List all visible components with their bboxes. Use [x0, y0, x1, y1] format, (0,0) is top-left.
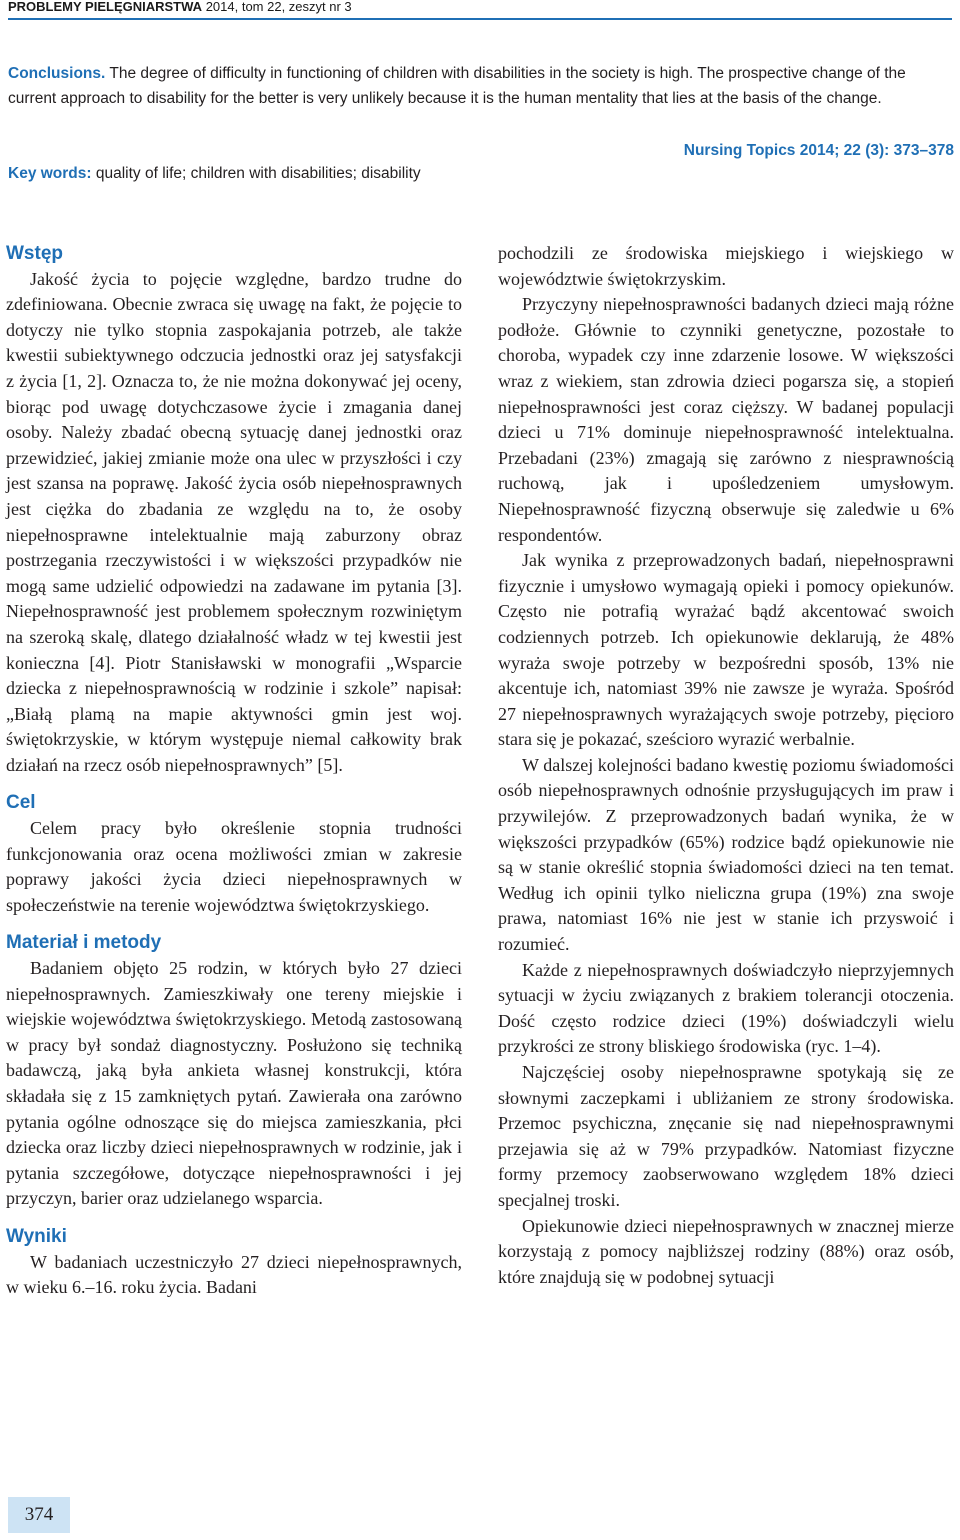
journal-issue: 2014, tom 22, zeszyt nr 3	[205, 0, 352, 14]
methods-paragraph: Badaniem objęto 25 rodzin, w których było 27 dzieci niepełnosprawnych. Zamieszkiwały one tereny miejskie i wiejskie województwa świętokrzyskiego. Metodą zastosowaną w pracy był sondaż diagnostyczny. Posłużono się techniką badawczą, jaką była ankieta własnej konstrukcji, która składała się z 15 zamkniętych pytań. Zawierała ona zarówno pytania ogólne odnoszące się do miejsca zamieszkania, płci dziecka oraz liczby dzieci niepełnosprawnych w rodzinie, jak i pytania szczegółowe, dotyczące niepełnosprawności i jej przyczyn, barier oraz udzielanego wsparcia.	[6, 958, 462, 1209]
results-heading: Wyniki	[6, 1225, 67, 1247]
header-divider	[8, 18, 952, 20]
results-continued-paragraph: pochodzili ze środowiska miejskiego i wiejskiego w województwie świętokrzyskim.	[498, 243, 954, 289]
citation: Nursing Topics 2014; 22 (3): 373–378	[683, 142, 954, 159]
keywords-text: quality of life; children with disabilities; disability	[95, 165, 421, 182]
violence-paragraph: Najczęściej osoby niepełnosprawne spotykają się ze słownymi zaczepkami i ubliżaniem ze strony środowiska. Przemoc psychiczna, znęcanie się nad niepełnosprawnymi przejawia się aż w 79% przypadków. Natomiast fizyczne formy przemocy zaobserwowano względem 18% dzieci specjalnej troski.	[498, 1062, 954, 1210]
aim-paragraph: Celem pracy było określenie stopnia trudności funkcjonowania oraz ocena możliwości zmian w zakresie poprawy jakości życia dzieci niepełnosprawnych w społeczeństwie na terenie województwa świętokrzyskiego.	[6, 818, 462, 915]
keywords-label: Key words:	[8, 165, 92, 182]
intro-paragraph: Jakość życia to pojęcie względne, bardzo trudne do zdefiniowana. Obecnie zwraca się uwagę na fakt, że pojęcie to dotyczy nie tylko stopnia zaspokajania potrzeb, ale także kwestii subiektywnego odczucia jednostki oraz jej satysfakcji z życia [1, 2]. Oznacza to, że nie można dokonywać jej oceny, biorąc pod uwagę dotychczasowe życie i zmagania danej osoby. Należy zbadać obecną sytuację danej jednostki oraz przewidzieć, jakiej zmianie może ona ulec w przyszłości i czy jest szansa na poprawę. Jakość życia osób niepełnosprawnych jest ciężka do zbadania ze względu na to, że osoby niepełnosprawne intelektualnie mają zaburzony obraz postrzegania rzeczywistości i w większości przypadków nie mogą same udzielić odpowiedzi na zadawane im pytania [3]. Niepełnosprawność jest problemem społecznym rozwiniętym na szeroką skalę, dlatego działalność władz w tej kwestii jest konieczna [4]. Piotr Stanisławski w monografii „Wsparcie dziecka z niepełnosprawnością w rodzinie i szkole” napisał: „Białą plamą na mapie aktywności gmin jest woj. świętokrzyskie, w którym występuje niemal całkowity brak działań na rzecz osób niepełnosprawnych” [5].	[6, 268, 462, 775]
running-header	[8, 0, 952, 14]
left-column	[6, 241, 462, 1301]
abstract-conclusions	[8, 62, 954, 111]
methods-heading: Materiał i metody	[6, 932, 162, 954]
right-column	[498, 241, 954, 1290]
tolerance-paragraph: Każde z niepełnosprawnych doświadczyło nieprzyjemnych sytuacji w życiu związanych z brakiem tolerancji otoczenia. Dość często rodzice dzieci (19%) doświadczyli wielu przykrości ze strony bliskiego środowiska (ryc. 1–4).	[498, 959, 954, 1057]
page-number: 374	[8, 1497, 70, 1533]
aim-heading: Cel	[6, 792, 36, 814]
causes-paragraph: Przyczyny niepełnosprawności badanych dzieci mają różne podłoże. Głównie to czynniki genetyczne, pozostałe to choroba, wypadek czy inne zdarzenie losowe. W większości wraz z wiekiem, stan zdrowia dzieci pogarsza się, a stopień niepełnosprawności jest coraz cięższy. W badanej populacji dzieci u 71% dominuje niepełnosprawność intelektualna. Przebadani (23%) zmagają się zarówno z niesprawnością ruchową, jak i upośledzeniem umysłowym. Niepełnosprawność fizyczną obserwuje się zaledwie u 6% respondentów.	[498, 294, 954, 545]
intro-heading: Wstęp	[6, 243, 63, 264]
results-paragraph: W badaniach uczestniczyło 27 dzieci niepełnosprawnych, w wieku 6.–16. roku życia. Badani	[6, 1251, 462, 1298]
awareness-paragraph: W dalszej kolejności badano kwestię poziomu świadomości osób niepełnosprawnych odnośnie przysługujących im praw i przywilejów. Z przeprowadzonych badań wynika, że w większości przypadków (65%) rodzice bądź opiekunowie nie są w stanie określić stopnia świadomości dzieci na ten temat. Według ich opinii tylko nieliczna grupa (19%) zna swoje prawa, natomiast 16% nie jest w stanie ich przyswoić i rozumieć.	[498, 754, 954, 955]
support-paragraph: Opiekunowie dzieci niepełnosprawnych w znacznej mierze korzystają z pomocy najbliższej rodziny (88%) oraz osób, które znajdują się w podobnej sytuacji	[498, 1215, 954, 1287]
conclusions-text: The degree of difficulty in functioning of children with disabilities in the society is high. The prospective change of the current approach to disability for the better is very unlikely because it is the human mentality that lies at the basis of the change.	[8, 65, 906, 107]
journal-name: PROBLEMY PIELĘGNIARSTWA	[8, 0, 203, 14]
needs-paragraph: Jak wynika z przeprowadzonych badań, niepełnosprawni fizycznie i umysłowo wymagają opieki i pomocy opiekunów. Często nie potrafią wyrażać bądź akcentować swoich codziennych potrzeb. Ich opiekunowie deklarują, że 48% wyraża swoje potrzeby w bezpośredni sposób, 13% nie akcentuje ich, natomiast 39% nie zawsze je wyraża. Spośród 27 niepełnosprawnych wyrażających swoje potrzeby, pięcioro stara się je pokazać, sześcioro wyrazić werbalnie.	[498, 550, 954, 750]
conclusions-label: Conclusions.	[8, 65, 106, 82]
keywords	[8, 162, 708, 186]
